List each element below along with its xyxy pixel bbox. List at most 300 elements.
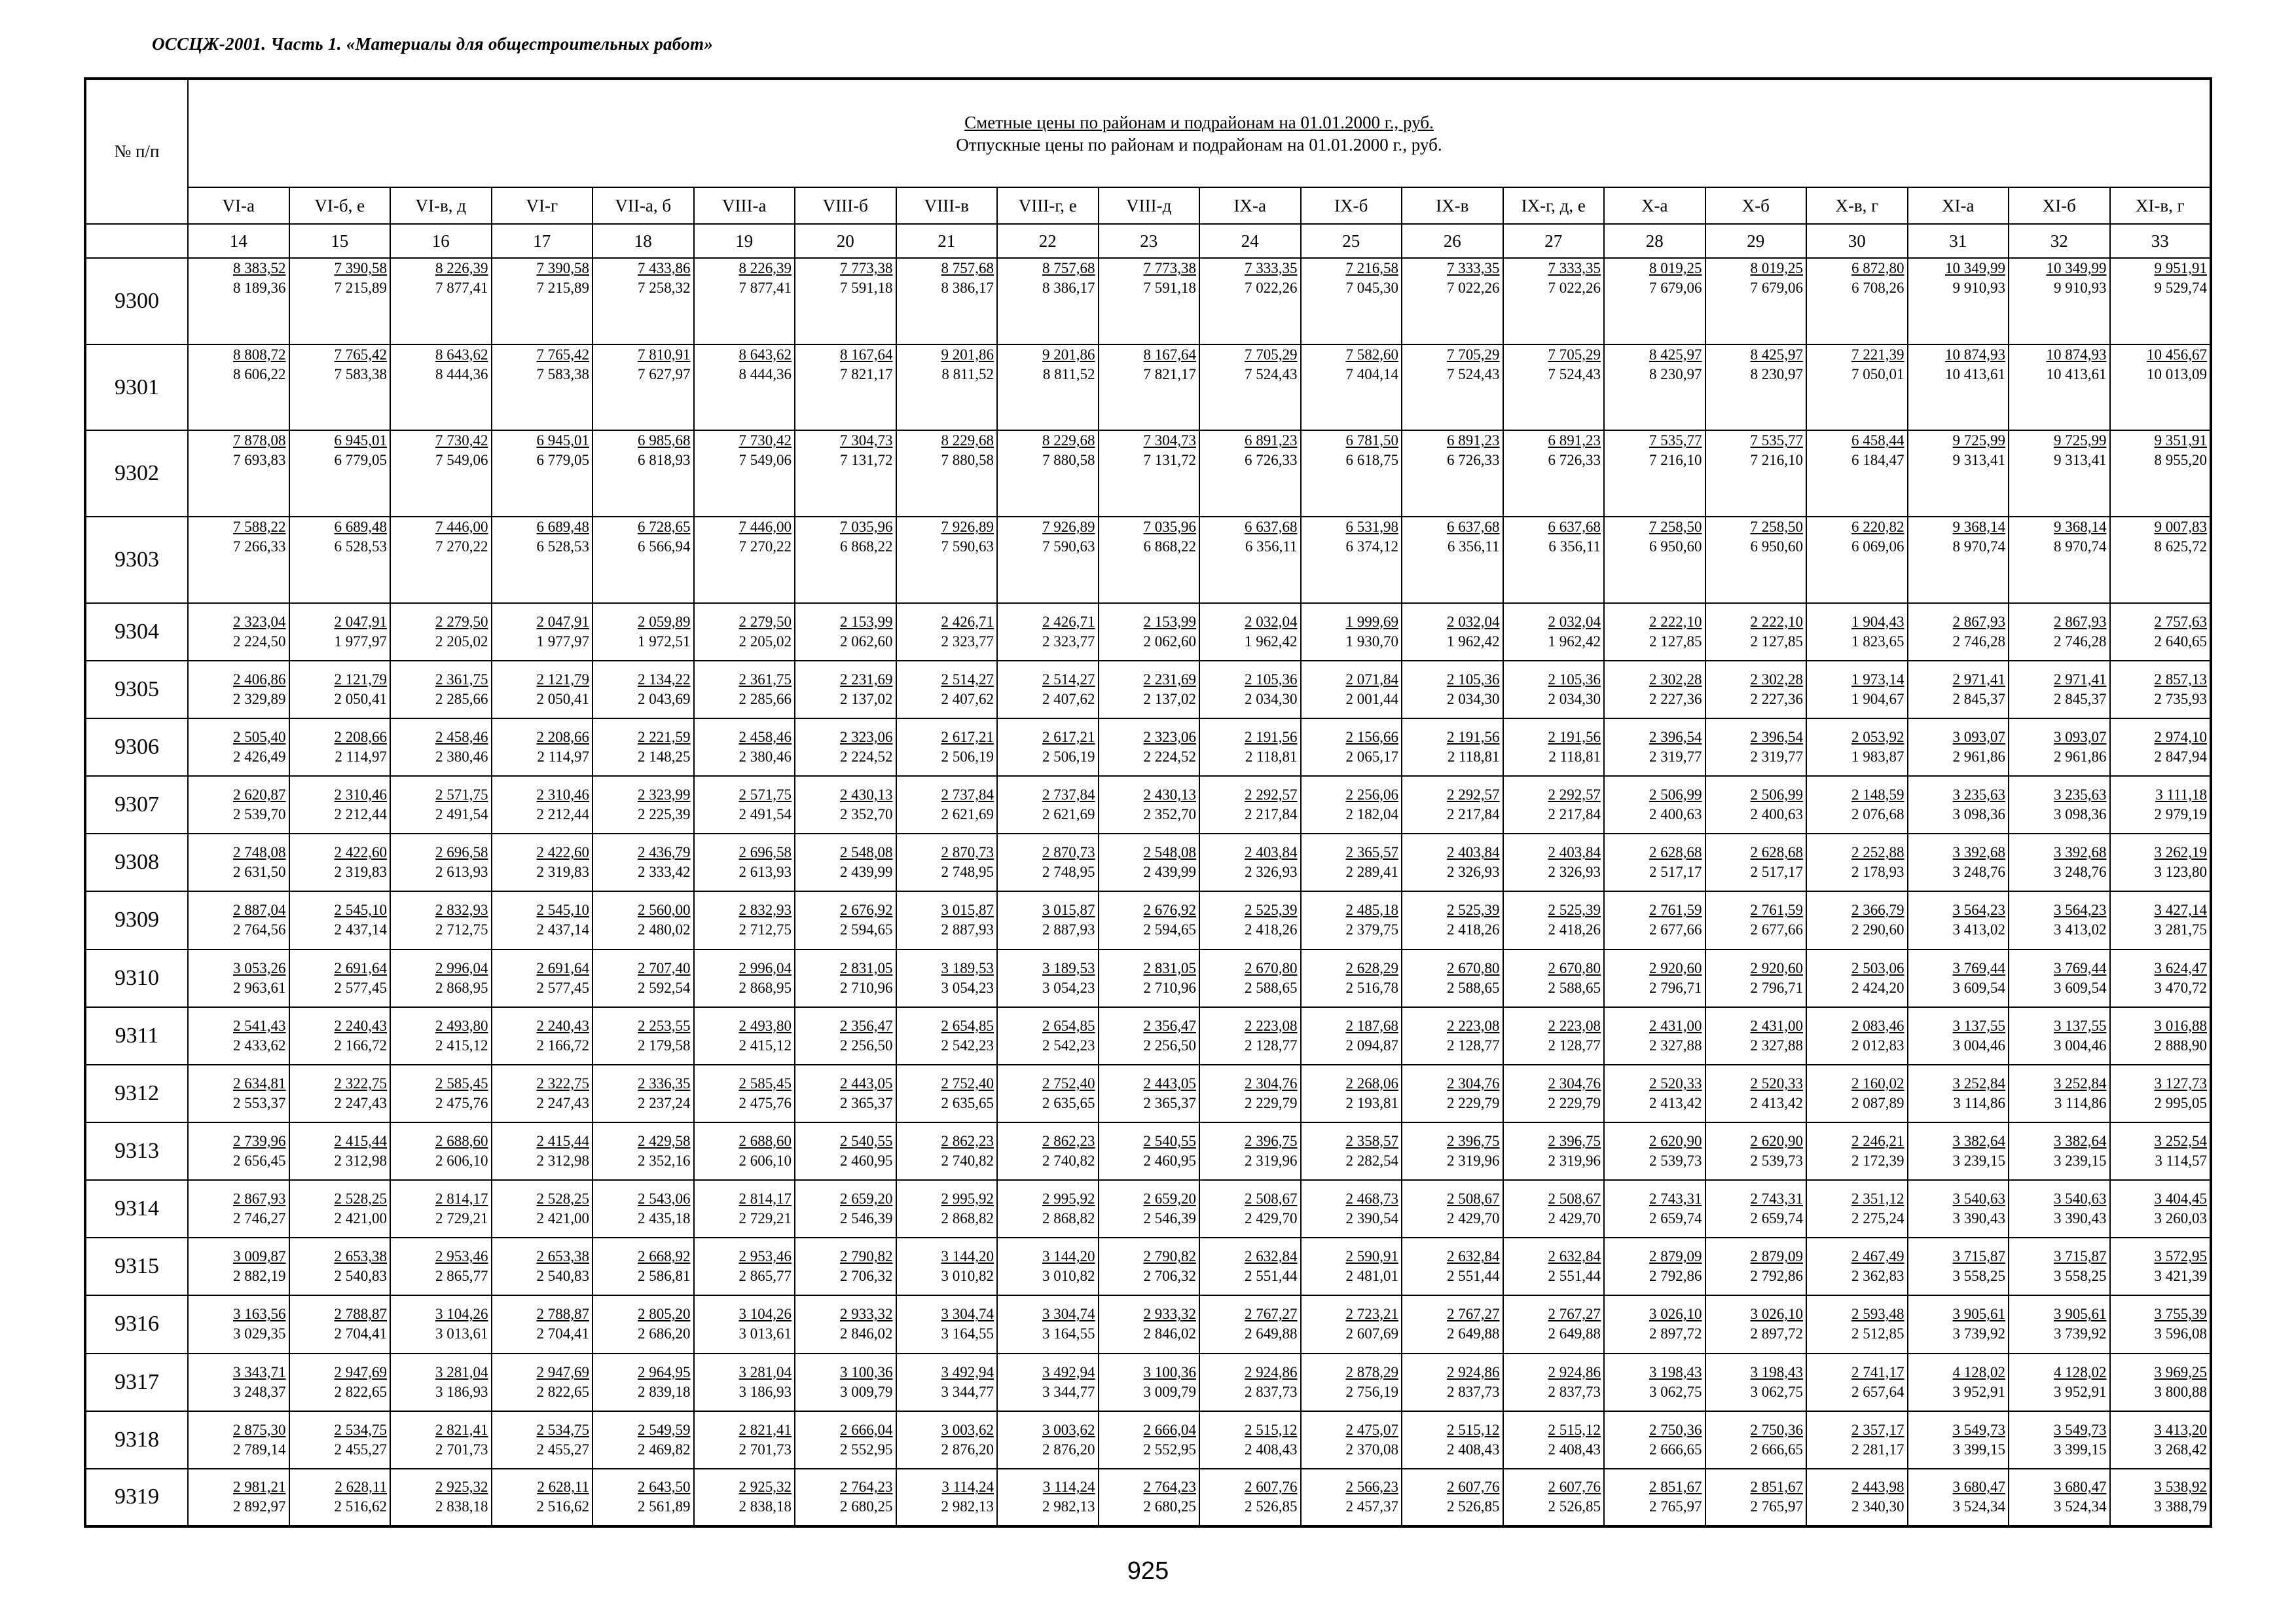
release-price: 2 876,20 xyxy=(941,1441,994,1458)
release-price: 6 069,06 xyxy=(1851,538,1904,555)
estimated-price: 10 349,99 xyxy=(1945,260,2005,276)
estimated-price: 2 032,04 xyxy=(1447,613,1500,630)
price-cell xyxy=(1705,430,1807,517)
price-cell xyxy=(694,603,795,661)
estimated-price: 2 221,59 xyxy=(638,729,691,746)
release-price: 7 549,06 xyxy=(738,452,792,469)
price-cell xyxy=(1199,1122,1301,1180)
row-number: 9318 xyxy=(85,1411,188,1469)
price-cell xyxy=(2009,344,2110,431)
price-cell xyxy=(289,776,391,834)
price-cell xyxy=(390,603,492,661)
estimated-price: 4 128,02 xyxy=(2054,1363,2107,1380)
estimated-price: 2 688,60 xyxy=(435,1133,488,1150)
release-price: 2 114,97 xyxy=(537,748,589,766)
estimated-price: 2 361,75 xyxy=(738,671,792,688)
table-title-line-2: Отпускные цены по районам и подрайонам на 01.01.2000 г., руб. xyxy=(956,134,1442,155)
release-price: 7 583,38 xyxy=(334,365,387,382)
release-price: 2 319,77 xyxy=(1750,748,1803,766)
price-cell xyxy=(289,950,391,1007)
price-cell xyxy=(1604,1180,1705,1238)
price-cell xyxy=(2009,1238,2110,1295)
price-cell xyxy=(492,1007,593,1065)
price-cell xyxy=(1705,258,1807,344)
price-cell xyxy=(2110,1411,2212,1469)
price-cell xyxy=(1908,718,2009,776)
estimated-price: 7 258,50 xyxy=(1649,519,1702,536)
estimated-price: 2 443,05 xyxy=(840,1075,893,1092)
estimated-price: 2 628,11 xyxy=(335,1479,387,1496)
release-price: 3 470,72 xyxy=(2154,979,2207,996)
price-cell xyxy=(795,1122,896,1180)
estimated-price: 2 515,12 xyxy=(1447,1421,1500,1438)
release-price: 2 796,71 xyxy=(1649,979,1702,996)
estimated-price: 3 144,20 xyxy=(941,1248,994,1265)
release-price: 8 811,52 xyxy=(1042,365,1095,382)
release-price: 2 649,88 xyxy=(1548,1325,1601,1342)
release-price: 3 010,82 xyxy=(1042,1268,1095,1285)
estimated-price: 3 769,44 xyxy=(1952,959,2005,976)
region-header: XI-в, г xyxy=(2110,187,2212,224)
price-cell xyxy=(592,1238,694,1295)
estimated-price: 2 292,57 xyxy=(1548,786,1601,803)
estimated-price: 2 617,21 xyxy=(1042,729,1095,746)
price-cell xyxy=(795,517,896,603)
release-price: 8 606,22 xyxy=(233,365,286,382)
estimated-price: 3 755,39 xyxy=(2154,1306,2207,1323)
release-price: 3 114,86 xyxy=(2054,1094,2107,1111)
estimated-price: 7 705,29 xyxy=(1548,346,1601,363)
estimated-price: 3 026,10 xyxy=(1649,1306,1702,1323)
price-cell xyxy=(795,1065,896,1122)
price-cell xyxy=(997,891,1099,949)
price-cell xyxy=(1099,1411,1200,1469)
price-cell xyxy=(1908,517,2009,603)
region-header: VI-б, е xyxy=(289,187,391,224)
release-price: 7 266,33 xyxy=(233,538,286,555)
price-cell xyxy=(1301,517,1402,603)
price-cell xyxy=(492,1065,593,1122)
estimated-price: 2 071,84 xyxy=(1345,671,1398,688)
price-cell xyxy=(390,258,492,344)
estimated-price: 3 111,18 xyxy=(2155,786,2207,803)
price-cell xyxy=(1705,950,1807,1007)
release-price: 7 022,26 xyxy=(1548,280,1601,296)
price-cell xyxy=(1705,776,1807,834)
release-price: 2 606,10 xyxy=(435,1153,488,1170)
price-cell xyxy=(1199,258,1301,344)
estimated-price: 3 492,94 xyxy=(941,1363,994,1380)
estimated-price: 2 752,40 xyxy=(1042,1075,1095,1092)
price-cell xyxy=(1908,430,2009,517)
estimated-price: 7 446,00 xyxy=(738,519,792,536)
release-price: 2 516,62 xyxy=(334,1498,387,1515)
release-price: 2 034,30 xyxy=(1548,690,1601,707)
release-price: 2 012,83 xyxy=(1851,1037,1904,1054)
estimated-price: 2 160,02 xyxy=(1851,1075,1904,1092)
price-cell xyxy=(492,258,593,344)
row-number: 9312 xyxy=(85,1065,188,1122)
estimated-price: 3 492,94 xyxy=(1042,1363,1095,1380)
estimated-price: 2 757,63 xyxy=(2154,613,2207,630)
release-price: 2 408,43 xyxy=(1245,1441,1298,1458)
release-price: 2 437,14 xyxy=(334,921,387,938)
release-price: 2 380,46 xyxy=(738,748,792,766)
release-price: 2 686,20 xyxy=(638,1325,691,1342)
row-number: 9319 xyxy=(85,1469,188,1526)
estimated-price: 2 508,67 xyxy=(1548,1190,1601,1208)
estimated-price: 2 302,28 xyxy=(1649,671,1702,688)
region-header: XI-а xyxy=(1908,187,2009,224)
price-cell xyxy=(997,718,1099,776)
release-price: 2 275,24 xyxy=(1851,1210,1904,1227)
estimated-price: 3 144,20 xyxy=(1042,1248,1095,1265)
estimated-price: 2 691,64 xyxy=(536,959,589,976)
release-price: 3 123,80 xyxy=(2154,864,2207,881)
release-price: 2 846,02 xyxy=(1143,1325,1196,1342)
column-index: 18 xyxy=(592,224,694,258)
estimated-price: 10 456,67 xyxy=(2147,346,2207,363)
release-price: 2 148,25 xyxy=(638,748,691,766)
estimated-price: 2 857,13 xyxy=(2154,671,2207,688)
release-price: 9 910,93 xyxy=(1952,280,2005,296)
estimated-price: 3 114,24 xyxy=(941,1479,994,1496)
price-cell xyxy=(592,776,694,834)
release-price: 2 838,18 xyxy=(435,1498,488,1515)
price-cell xyxy=(592,718,694,776)
estimated-price: 2 268,06 xyxy=(1345,1075,1398,1092)
price-cell xyxy=(1199,603,1301,661)
release-price: 2 656,45 xyxy=(233,1153,286,1170)
estimated-price: 2 403,84 xyxy=(1447,844,1500,861)
release-price: 2 481,01 xyxy=(1345,1268,1398,1285)
estimated-price: 2 585,45 xyxy=(435,1075,488,1092)
release-price: 7 627,97 xyxy=(638,365,691,382)
estimated-price: 7 810,91 xyxy=(638,346,691,363)
table-row xyxy=(85,1180,2211,1238)
release-price: 2 340,30 xyxy=(1851,1498,1904,1515)
estimated-price: 2 607,76 xyxy=(1245,1479,1298,1496)
estimated-price: 8 229,68 xyxy=(941,432,994,449)
release-price: 2 710,96 xyxy=(840,979,893,996)
estimated-price: 2 252,88 xyxy=(1851,844,1904,861)
release-price: 2 961,86 xyxy=(2054,748,2107,766)
estimated-price: 2 310,46 xyxy=(536,786,589,803)
release-price: 2 205,02 xyxy=(738,633,792,650)
estimated-price: 2 739,96 xyxy=(233,1133,286,1150)
estimated-price: 2 323,99 xyxy=(638,786,691,803)
row-number: 9311 xyxy=(85,1007,188,1065)
estimated-price: 2 676,92 xyxy=(840,902,893,919)
price-cell xyxy=(694,661,795,718)
release-price: 7 131,72 xyxy=(1143,452,1196,469)
price-cell xyxy=(1503,1411,1605,1469)
estimated-price: 3 549,73 xyxy=(1952,1421,2005,1438)
estimated-price: 2 525,39 xyxy=(1245,902,1298,919)
release-price: 2 613,93 xyxy=(435,864,488,881)
price-cell xyxy=(390,1469,492,1526)
price-cell xyxy=(896,517,998,603)
row-number: 9309 xyxy=(85,891,188,949)
price-cell xyxy=(2110,603,2212,661)
price-cell xyxy=(1908,1295,2009,1353)
price-cell xyxy=(1908,661,2009,718)
estimated-price: 2 222,10 xyxy=(1750,613,1803,630)
price-cell xyxy=(1908,1354,2009,1411)
release-price: 6 950,60 xyxy=(1649,538,1702,555)
release-price: 7 877,41 xyxy=(738,280,792,296)
release-price: 7 693,83 xyxy=(233,452,286,469)
release-price: 3 114,86 xyxy=(1953,1094,2005,1111)
release-price: 2 586,81 xyxy=(638,1268,691,1285)
region-header: VII-а, б xyxy=(592,187,694,224)
price-cell xyxy=(1806,1180,1908,1238)
price-cell xyxy=(2110,258,2212,344)
price-cell xyxy=(1199,1238,1301,1295)
column-index: 29 xyxy=(1705,224,1807,258)
release-price: 2 282,54 xyxy=(1345,1153,1398,1170)
price-cell xyxy=(1604,1411,1705,1469)
release-price: 2 429,70 xyxy=(1447,1210,1500,1227)
price-cell xyxy=(188,430,289,517)
price-cell xyxy=(390,1354,492,1411)
price-cell xyxy=(2110,1238,2212,1295)
price-cell xyxy=(492,603,593,661)
column-index: 27 xyxy=(1503,224,1605,258)
price-cell xyxy=(1099,891,1200,949)
release-price: 7 022,26 xyxy=(1447,280,1500,296)
price-cell xyxy=(1604,344,1705,431)
estimated-price: 2 322,75 xyxy=(536,1075,589,1092)
release-price: 2 352,16 xyxy=(638,1153,691,1170)
price-cell xyxy=(896,430,998,517)
estimated-price: 2 365,57 xyxy=(1345,844,1398,861)
price-cell xyxy=(795,1354,896,1411)
release-price: 2 865,77 xyxy=(435,1268,488,1285)
estimated-price: 2 805,20 xyxy=(638,1306,691,1323)
release-price: 7 591,18 xyxy=(840,280,893,296)
price-cell xyxy=(1604,1354,1705,1411)
release-price: 8 811,52 xyxy=(941,365,994,382)
release-price: 3 009,79 xyxy=(1143,1383,1196,1400)
release-price: 7 679,06 xyxy=(1750,280,1803,296)
estimated-price: 2 534,75 xyxy=(334,1421,387,1438)
price-cell xyxy=(1199,1295,1301,1353)
column-index: 16 xyxy=(390,224,492,258)
release-price: 2 792,86 xyxy=(1649,1268,1702,1285)
estimated-price: 9 201,86 xyxy=(941,346,994,363)
release-price: 2 352,70 xyxy=(1143,806,1196,823)
release-price: 2 087,89 xyxy=(1851,1094,1904,1111)
estimated-price: 8 808,72 xyxy=(233,346,286,363)
price-cell xyxy=(289,1238,391,1295)
price-cell xyxy=(1604,661,1705,718)
estimated-price: 7 333,35 xyxy=(1548,260,1601,276)
release-price: 3 062,75 xyxy=(1649,1383,1702,1400)
release-price: 1 983,87 xyxy=(1851,748,1904,766)
price-cell xyxy=(694,1238,795,1295)
price-cell xyxy=(2009,950,2110,1007)
release-price: 2 128,77 xyxy=(1245,1037,1298,1054)
price-cell xyxy=(1908,1122,2009,1180)
price-cell xyxy=(896,1007,998,1065)
release-price: 3 098,36 xyxy=(1952,806,2005,823)
release-price: 2 455,27 xyxy=(536,1441,589,1458)
estimated-price: 2 585,45 xyxy=(738,1075,792,1092)
estimated-price: 2 105,36 xyxy=(1245,671,1298,688)
region-header: IX-г, д, е xyxy=(1503,187,1605,224)
estimated-price: 2 528,25 xyxy=(536,1190,589,1208)
release-price: 7 679,06 xyxy=(1649,280,1702,296)
release-price: 7 216,10 xyxy=(1750,452,1803,469)
estimated-price: 2 933,32 xyxy=(840,1306,893,1323)
price-cell xyxy=(1199,776,1301,834)
estimated-price: 3 392,68 xyxy=(1952,844,2005,861)
table-title-line-1: Сметные цены по районам и подрайонам на 01.01.2000 г., руб. xyxy=(964,112,1434,132)
estimated-price: 2 743,31 xyxy=(1649,1190,1702,1208)
estimated-price: 2 654,85 xyxy=(941,1017,994,1034)
price-cell xyxy=(492,344,593,431)
estimated-price: 2 148,59 xyxy=(1851,786,1904,803)
estimated-price: 2 723,21 xyxy=(1345,1306,1398,1323)
price-cell xyxy=(188,1180,289,1238)
price-cell xyxy=(1806,258,1908,344)
price-table xyxy=(84,77,2212,1528)
release-price: 2 838,18 xyxy=(738,1498,792,1515)
release-price: 2 765,97 xyxy=(1649,1498,1702,1515)
price-cell xyxy=(1806,1469,1908,1526)
estimated-price: 2 947,69 xyxy=(334,1363,387,1380)
estimated-price: 2 788,87 xyxy=(536,1306,589,1323)
price-cell xyxy=(997,603,1099,661)
price-cell xyxy=(2110,1122,2212,1180)
estimated-price: 2 358,57 xyxy=(1345,1133,1398,1150)
release-price: 2 224,52 xyxy=(840,748,893,766)
estimated-price: 2 741,17 xyxy=(1851,1363,1904,1380)
estimated-price: 7 588,22 xyxy=(233,519,286,536)
price-cell xyxy=(1705,344,1807,431)
release-price: 2 329,89 xyxy=(233,690,286,707)
price-cell xyxy=(1199,834,1301,891)
estimated-price: 2 862,23 xyxy=(1042,1133,1095,1150)
price-cell xyxy=(1402,430,1503,517)
estimated-price: 6 689,48 xyxy=(334,519,387,536)
price-cell xyxy=(1908,1411,2009,1469)
price-cell xyxy=(390,661,492,718)
estimated-price: 2 222,10 xyxy=(1649,613,1702,630)
price-cell xyxy=(592,258,694,344)
estimated-price: 2 964,95 xyxy=(638,1363,691,1380)
release-price: 7 404,14 xyxy=(1345,365,1398,382)
estimated-price: 2 396,54 xyxy=(1750,729,1803,746)
estimated-price: 9 351,91 xyxy=(2154,432,2207,449)
price-cell xyxy=(1705,1122,1807,1180)
estimated-price: 2 240,43 xyxy=(334,1017,387,1034)
release-price: 2 435,18 xyxy=(638,1210,691,1227)
price-cell xyxy=(896,1180,998,1238)
release-price: 2 746,27 xyxy=(233,1210,286,1227)
release-price: 9 313,41 xyxy=(2054,452,2107,469)
release-price: 2 796,71 xyxy=(1750,979,1803,996)
price-cell xyxy=(1301,344,1402,431)
price-cell xyxy=(1099,1469,1200,1526)
price-cell xyxy=(795,1180,896,1238)
price-cell xyxy=(694,950,795,1007)
estimated-price: 2 520,33 xyxy=(1750,1075,1803,1092)
estimated-price: 2 995,92 xyxy=(1042,1190,1095,1208)
estimated-price: 2 506,99 xyxy=(1750,786,1803,803)
release-price: 2 429,70 xyxy=(1548,1210,1601,1227)
estimated-price: 6 891,23 xyxy=(1245,432,1298,449)
price-cell xyxy=(1604,603,1705,661)
price-cell xyxy=(1199,891,1301,949)
price-cell xyxy=(694,891,795,949)
release-price: 2 323,77 xyxy=(941,633,994,650)
estimated-price: 8 226,39 xyxy=(435,260,488,276)
price-cell xyxy=(289,258,391,344)
estimated-price: 2 545,10 xyxy=(536,902,589,919)
estimated-price: 2 223,08 xyxy=(1245,1017,1298,1034)
price-cell xyxy=(492,1122,593,1180)
estimated-price: 2 545,10 xyxy=(334,902,387,919)
estimated-price: 2 032,04 xyxy=(1548,613,1601,630)
price-cell xyxy=(2110,1180,2212,1238)
price-cell xyxy=(1806,1122,1908,1180)
price-cell xyxy=(795,1007,896,1065)
estimated-price: 2 304,76 xyxy=(1548,1075,1601,1092)
estimated-price: 2 761,59 xyxy=(1750,902,1803,919)
release-price: 2 552,95 xyxy=(840,1441,893,1458)
price-cell xyxy=(1301,603,1402,661)
release-price: 2 327,88 xyxy=(1649,1037,1702,1054)
estimated-price: 2 668,92 xyxy=(638,1248,691,1265)
release-price: 2 897,72 xyxy=(1750,1325,1803,1342)
release-price: 2 546,39 xyxy=(1143,1210,1196,1227)
column-index: 33 xyxy=(2110,224,2212,258)
release-price: 6 356,11 xyxy=(1548,538,1601,555)
price-cell xyxy=(2009,1065,2110,1122)
estimated-price: 2 590,91 xyxy=(1345,1248,1398,1265)
price-cell xyxy=(1705,834,1807,891)
release-price: 2 365,37 xyxy=(1143,1094,1196,1111)
release-price: 2 352,70 xyxy=(840,806,893,823)
estimated-price: 6 891,23 xyxy=(1447,432,1500,449)
row-number: 9310 xyxy=(85,950,188,1007)
price-cell xyxy=(1099,1354,1200,1411)
release-price: 3 344,77 xyxy=(1042,1383,1095,1400)
release-price: 3 524,34 xyxy=(2054,1498,2107,1515)
price-cell xyxy=(1301,776,1402,834)
price-cell xyxy=(592,1295,694,1353)
release-price: 7 270,22 xyxy=(738,538,792,555)
release-price: 2 062,60 xyxy=(1143,633,1196,650)
estimated-price: 2 659,20 xyxy=(840,1190,893,1208)
release-price: 2 845,37 xyxy=(2054,690,2107,707)
price-cell xyxy=(592,1065,694,1122)
price-cell xyxy=(2009,1007,2110,1065)
price-cell xyxy=(896,950,998,1007)
price-cell xyxy=(592,1007,694,1065)
estimated-price: 3 404,45 xyxy=(2154,1190,2207,1208)
price-cell xyxy=(1908,1007,2009,1065)
estimated-price: 2 525,39 xyxy=(1447,902,1500,919)
estimated-price: 2 361,75 xyxy=(435,671,488,688)
release-price: 2 897,72 xyxy=(1649,1325,1702,1342)
release-price: 2 237,24 xyxy=(638,1094,691,1111)
price-cell xyxy=(694,834,795,891)
estimated-price: 2 279,50 xyxy=(738,613,792,630)
estimated-price: 2 925,32 xyxy=(738,1479,792,1496)
